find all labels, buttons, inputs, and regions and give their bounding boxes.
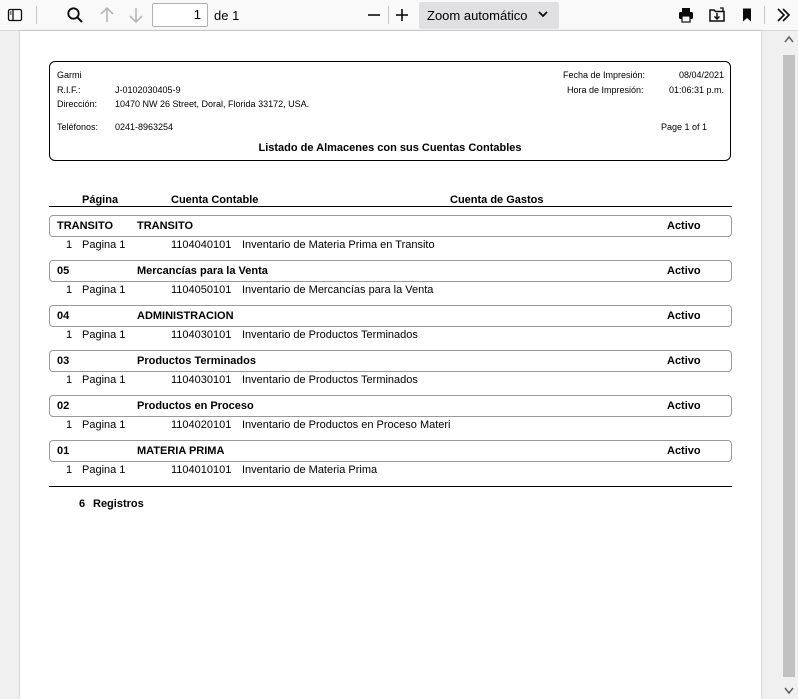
detail-page: Pagina 1 (82, 329, 126, 341)
detail-row-number: 1 (66, 464, 73, 476)
header-divider (49, 206, 732, 207)
warehouse-code: 03 (57, 355, 70, 367)
zoom-select[interactable] (419, 2, 559, 29)
detail-account-code: 1104030101 (171, 329, 232, 341)
rif-label: R.I.F.: (57, 85, 81, 95)
warehouse-name: Mercancías para la Venta (137, 265, 268, 277)
address-value: 10470 NW 26 Street, Doral, Florida 33172, USA. (115, 99, 310, 109)
warehouse-group-row (49, 440, 732, 462)
detail-account-code: 1104030101 (171, 374, 232, 386)
phone-label: Teléfonos: (57, 122, 99, 132)
warehouse-code: 04 (57, 310, 70, 322)
warehouse-name: MATERIA PRIMA (137, 445, 225, 457)
detail-row-number: 1 (66, 284, 73, 296)
warehouse-group-row (49, 260, 732, 282)
warehouse-name: TRANSITO (137, 220, 194, 232)
detail-page: Pagina 1 (82, 374, 126, 386)
warehouse-group-row (49, 305, 732, 327)
detail-account-description: Inventario de Mercancías para la Venta (242, 284, 434, 296)
account-detail-row (49, 463, 732, 479)
detail-row-number: 1 (66, 419, 73, 431)
account-detail-row (49, 373, 732, 389)
bookmark-icon[interactable] (734, 2, 760, 28)
scroll-down-icon[interactable] (784, 687, 794, 695)
detail-row-number: 1 (66, 329, 73, 341)
report-header-box (49, 61, 731, 161)
column-header-cuenta-contable: Cuenta Contable (171, 194, 259, 206)
detail-page: Pagina 1 (82, 419, 126, 431)
pdf-page (20, 31, 761, 699)
detail-row-number: 1 (66, 374, 73, 386)
toolbar-separator (764, 6, 765, 24)
pdf-toolbar (0, 0, 798, 31)
phone-value: 0241-8963254 (115, 122, 174, 132)
search-icon[interactable] (62, 2, 88, 28)
warehouse-group-row (49, 395, 732, 417)
detail-account-description: Inventario de Productos Terminados (242, 329, 418, 341)
print-date-label: Fecha de Impresión: (563, 70, 646, 80)
account-detail-row (49, 328, 732, 344)
zoom-select-value: Zoom automático (427, 8, 528, 23)
warehouse-name: ADMINISTRACION (137, 310, 234, 322)
address-label: Dirección: (57, 99, 98, 109)
zoom-in-icon[interactable] (389, 2, 415, 28)
warehouse-group-row (49, 215, 732, 237)
detail-account-code: 1104010101 (171, 464, 232, 476)
double-chevron-right-icon[interactable] (770, 2, 796, 28)
page-indicator: Page 1 of 1 (660, 122, 707, 132)
page-number-value: 1 (193, 7, 201, 22)
print-time-value: 01:06:31 p.m. (668, 85, 724, 95)
warehouse-code: 05 (57, 265, 70, 277)
warehouse-name: Productos en Proceso (137, 400, 254, 412)
report-title: Listado de Almacenes con sus Cuentas Contables (258, 142, 522, 154)
detail-account-description: Inventario de Productos Terminados (242, 374, 418, 386)
scrollbar-thumb[interactable] (783, 55, 795, 677)
company-name: Garmi (57, 70, 82, 80)
account-detail-row (49, 238, 732, 254)
column-header-cuenta-gastos: Cuenta de Gastos (450, 194, 544, 206)
detail-account-description: Inventario de Materia Prima en Transito (242, 239, 435, 251)
warehouse-status: Activo (667, 220, 701, 232)
toolbar-separator (36, 6, 37, 24)
chevron-down-icon (537, 8, 549, 20)
warehouse-status: Activo (667, 400, 701, 412)
detail-page: Pagina 1 (82, 239, 126, 251)
next-page-icon[interactable] (123, 2, 149, 28)
warehouse-code: 02 (57, 400, 70, 412)
detail-account-description: Inventario de Productos en Proceso Materi (242, 419, 451, 431)
detail-account-code: 1104050101 (171, 284, 232, 296)
zoom-out-icon[interactable] (361, 2, 387, 28)
record-count: 6 (79, 498, 86, 510)
account-detail-row (49, 283, 732, 299)
warehouse-code: 01 (57, 445, 70, 457)
save-download-icon[interactable] (704, 2, 730, 28)
warehouse-status: Activo (667, 355, 701, 367)
detail-row-number: 1 (66, 239, 73, 251)
warehouse-code: TRANSITO (57, 220, 114, 232)
warehouse-name: Productos Terminados (137, 355, 256, 367)
detail-page: Pagina 1 (82, 284, 126, 296)
record-count-label: Registros (93, 498, 144, 510)
page-count-label: de 1 (214, 8, 240, 23)
scroll-up-icon[interactable] (784, 35, 794, 43)
warehouse-status: Activo (667, 265, 701, 277)
print-icon[interactable] (673, 2, 699, 28)
previous-page-icon[interactable] (94, 2, 120, 28)
warehouse-status: Activo (667, 445, 701, 457)
account-detail-row (49, 418, 732, 434)
document-viewer (0, 31, 798, 699)
sidebar-toggle-icon[interactable] (2, 2, 28, 28)
detail-account-code: 1104020101 (171, 419, 232, 431)
detail-page: Pagina 1 (82, 464, 126, 476)
print-date-value: 08/04/2021 (678, 70, 724, 80)
warehouse-group-row (49, 350, 732, 372)
detail-account-description: Inventario de Materia Prima (242, 464, 378, 476)
footer-divider (49, 486, 732, 487)
column-header-pagina: Página (82, 194, 119, 206)
vertical-scrollbar[interactable] (780, 31, 798, 699)
rif-value: J-0102030405-9 (115, 85, 181, 95)
warehouse-status: Activo (667, 310, 701, 322)
detail-account-code: 1104040101 (171, 239, 232, 251)
page-number-input[interactable] (152, 3, 208, 27)
print-time-label: Hora de Impresión: (567, 85, 644, 95)
